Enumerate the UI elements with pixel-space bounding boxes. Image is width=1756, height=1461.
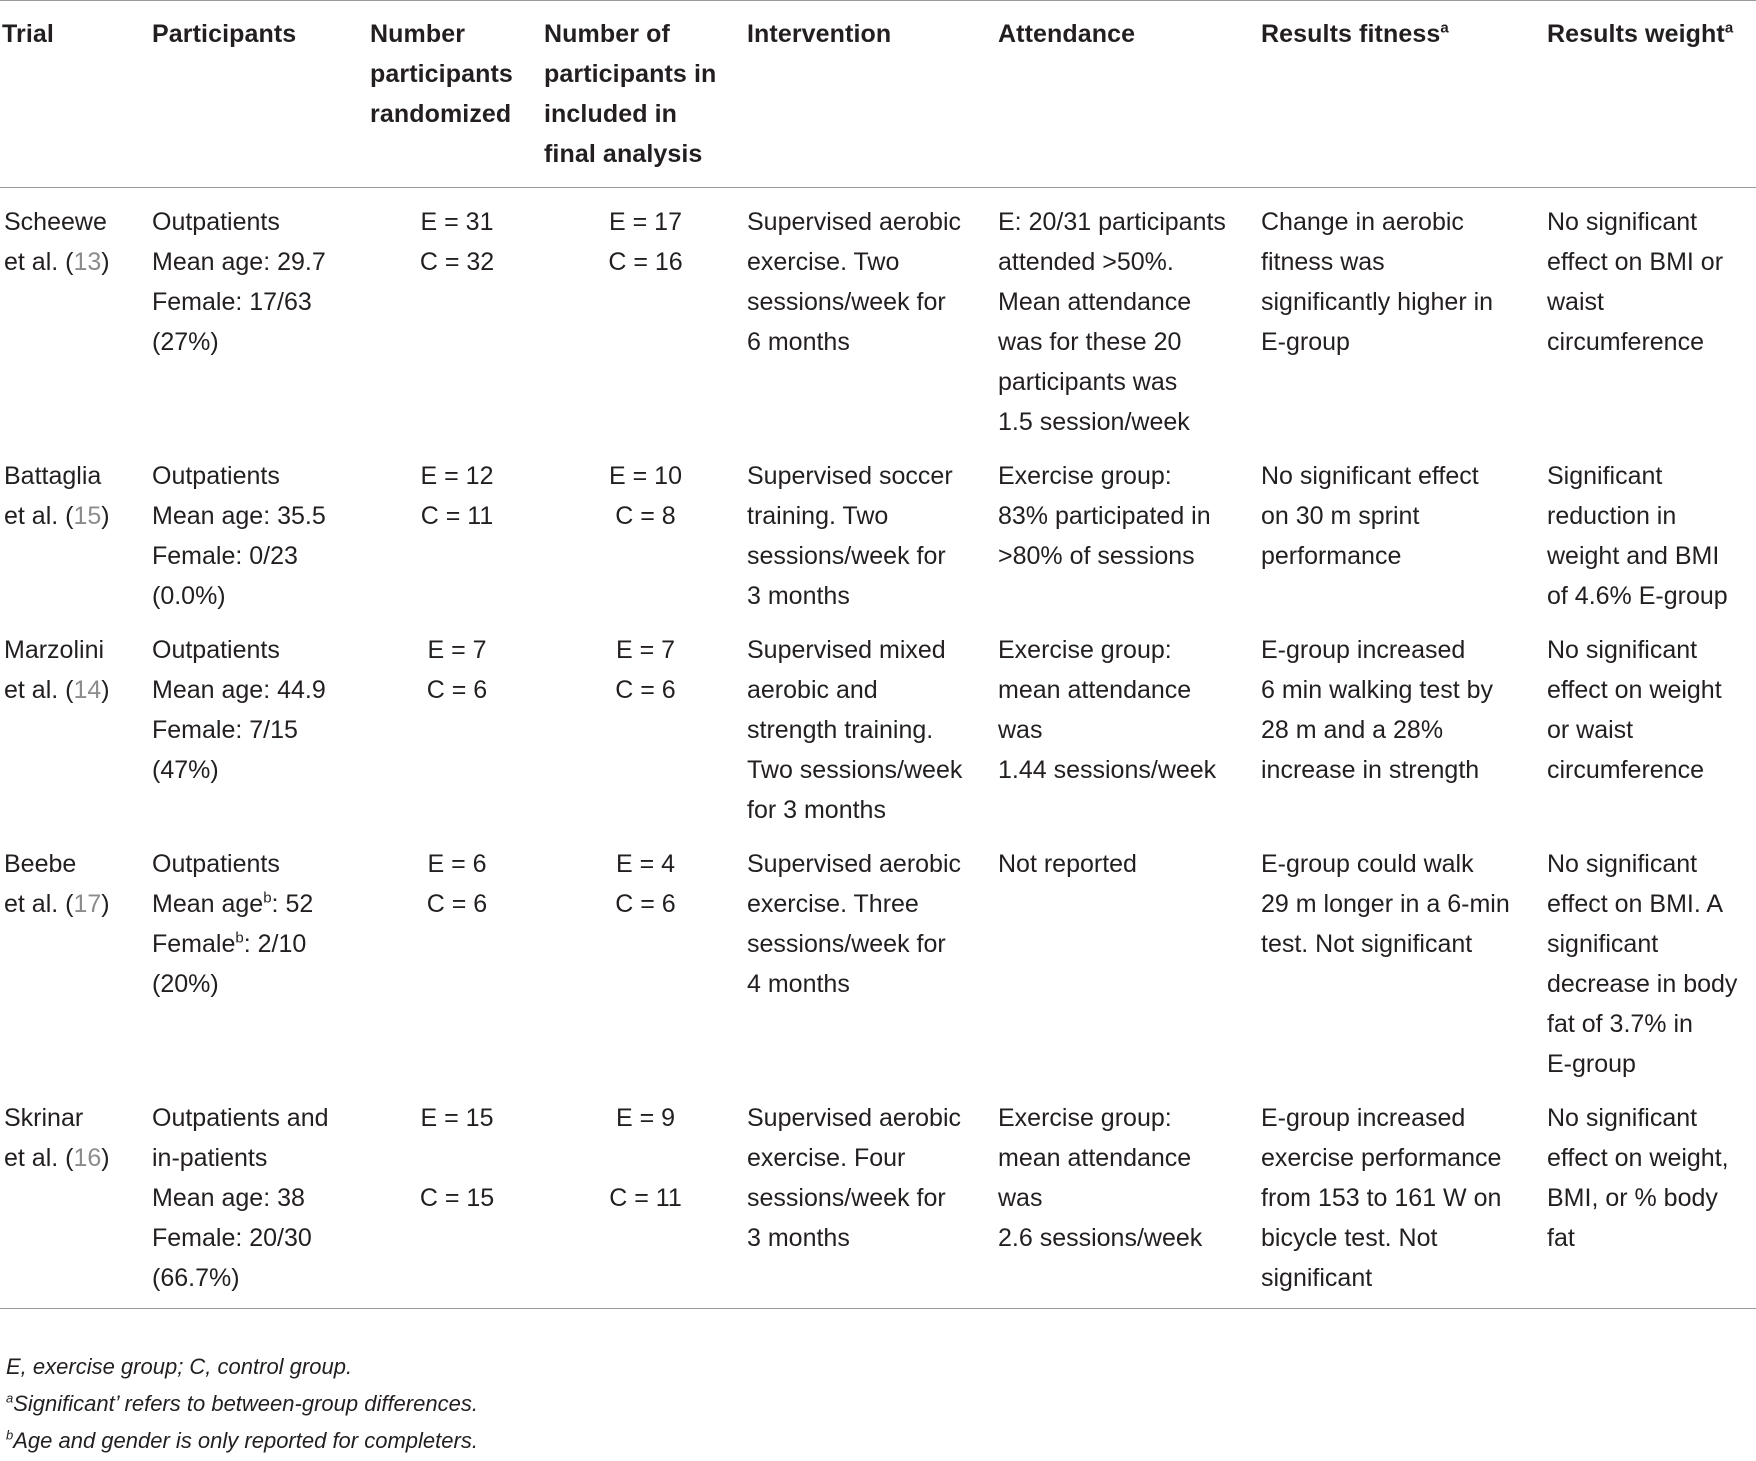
cell-line: C = 32 <box>419 248 495 276</box>
cell-randomized <box>370 616 544 830</box>
header-intervention: Intervention <box>747 20 892 48</box>
cell-line: in-patients <box>152 1144 268 1172</box>
cell-line: Outpatients <box>152 462 280 490</box>
cell-line: (0.0%) <box>152 582 226 610</box>
cell-line: significant <box>1547 930 1659 958</box>
cell-randomized <box>370 188 544 443</box>
cell-line: exercise. Four <box>747 1144 906 1172</box>
reference-link[interactable]: 17 <box>73 890 102 918</box>
cell-line: significant <box>1261 1264 1373 1292</box>
cell-participants <box>152 188 370 443</box>
footnote-abbreviations: E, exercise group; C, control group. <box>6 1354 353 1379</box>
cell-line: (66.7%) <box>152 1264 240 1292</box>
footnote-a-marker: a <box>1440 19 1449 37</box>
cell-participants <box>152 616 370 830</box>
cell-line: training. Two <box>747 502 889 530</box>
cell-line: Female: 7/15 <box>152 716 298 744</box>
cell-line: 1.44 sessions/week <box>998 756 1217 784</box>
cell-line: circumference <box>1547 328 1704 356</box>
cell-final-analysis: E = 9 C = 11 <box>609 1104 682 1212</box>
cell-line: 3 months <box>747 582 850 610</box>
cell-line: E = 17 <box>609 208 682 236</box>
cell-results-fitness <box>1261 188 1547 443</box>
cell-line: 1.5 session/week <box>998 408 1190 436</box>
table-footnotes <box>6 1348 478 1459</box>
table-row-scheewe <box>0 188 1756 443</box>
reference-link[interactable]: 15 <box>73 502 102 530</box>
header-participants: Participants <box>152 20 297 48</box>
cell-line: circumference <box>1547 756 1704 784</box>
cell-line: 2.6 sessions/week <box>998 1224 1203 1252</box>
footnote-b-marker: b <box>263 889 272 907</box>
cell-line: E = 7 <box>427 636 487 664</box>
cell-line: included in <box>544 100 678 128</box>
cell-participants: Outpatients Mean age$^b$: 52 Female$^b$: 2/10 (20%) <box>152 850 314 998</box>
cell-line: Two sessions/week <box>747 756 963 784</box>
cell-line: performance <box>1261 542 1402 570</box>
cell-line: 6 min walking test by <box>1261 676 1494 704</box>
cell-line: Number of <box>544 20 670 48</box>
cell-final-analysis <box>544 616 747 830</box>
cell-line: fitness was <box>1261 248 1385 276</box>
cell-line: aerobic and <box>747 676 878 704</box>
reference-link[interactable]: 13 <box>73 248 102 276</box>
reference-link[interactable]: 16 <box>73 1144 102 1172</box>
cell-line: C = 6 <box>426 676 488 704</box>
cell-line: effect on BMI. A <box>1547 890 1724 918</box>
cell-attendance <box>998 830 1261 1084</box>
cell-line: E = 6 <box>427 850 487 878</box>
cell-line: No significant <box>1547 1104 1698 1132</box>
cell-line: was for these 20 <box>998 328 1182 356</box>
cell-participants <box>152 1084 370 1309</box>
header-attendance: Attendance <box>998 20 1136 48</box>
cell-line: was <box>998 1184 1043 1212</box>
cell-line: E-group increased <box>1261 636 1466 664</box>
cell-line: E-group could walk <box>1261 850 1474 878</box>
table-header-row <box>0 1 1756 188</box>
cell-line: effect on weight <box>1547 676 1722 704</box>
footnote-a-marker: a <box>1724 19 1734 37</box>
cell-line: Supervised aerobic <box>747 1104 962 1132</box>
cell-attendance <box>998 188 1261 443</box>
cell-line: sessions/week for <box>747 930 946 958</box>
cell-line: or waist <box>1547 716 1634 744</box>
cell-line: E = 31 <box>420 208 494 236</box>
cell-results-fitness <box>1261 1084 1547 1309</box>
cell-line: randomized <box>370 100 512 128</box>
cell-line: 28 m and a 28% <box>1261 716 1444 744</box>
cell-line: Mean age: 44.9 <box>152 676 326 704</box>
cell-line: effect on BMI or <box>1547 248 1724 276</box>
cell-attendance <box>998 442 1261 616</box>
cell-line: E = 10 <box>609 462 682 490</box>
cell-line: strength training. <box>747 716 934 744</box>
header-results-fitness: Results fitness$^a$ <box>1261 19 1449 48</box>
cell-line: (27%) <box>152 328 219 356</box>
cell-line: was <box>998 716 1043 744</box>
cell-trial: Marzolini et al. (14) <box>4 636 110 704</box>
cell-line: sessions/week for <box>747 1184 946 1212</box>
cell-line: C = 8 <box>615 502 676 530</box>
footnote-b-marker: b <box>235 929 244 947</box>
cell-line: C = 6 <box>615 676 676 704</box>
cell-line: Change in aerobic <box>1261 208 1464 236</box>
cell-line: Outpatients <box>152 636 280 664</box>
header-trial: Trial <box>2 20 54 48</box>
cell-line: participants <box>370 60 513 88</box>
footnote-b: $^b$Age and gender is only reported for completers. <box>6 1427 478 1453</box>
cell-line: weight and BMI <box>1547 542 1720 570</box>
cell-results-weight <box>1547 1084 1756 1309</box>
cell-line: Number <box>370 20 466 48</box>
cell-final-analysis <box>544 830 747 1084</box>
cell-line: participants was <box>998 368 1178 396</box>
cell-intervention <box>747 616 998 830</box>
cell-attendance <box>998 616 1261 830</box>
cell-line: participants in <box>544 60 717 88</box>
cell-line: mean attendance <box>998 1144 1192 1172</box>
cell-final-analysis <box>544 442 747 616</box>
cell-line: Exercise group: <box>998 636 1172 664</box>
cell-line: C = 6 <box>426 890 488 918</box>
cell-trial: Battaglia et al. (15) <box>4 462 110 530</box>
cell-line: E = 12 <box>420 462 494 490</box>
cell-line: Female: 17/63 <box>152 288 312 316</box>
cell-intervention <box>747 442 998 616</box>
cell-line: Significant <box>1547 462 1663 490</box>
cell-results-weight <box>1547 616 1756 830</box>
cell-line: 83% participated in <box>998 502 1211 530</box>
cell-line: bicycle test. Not <box>1261 1224 1438 1252</box>
cell-line: 6 months <box>747 328 850 356</box>
cell-line: significantly higher in <box>1261 288 1494 316</box>
cell-line: E = 7 <box>615 636 676 664</box>
table-row-marzolini <box>0 616 1756 830</box>
cell-line: Female: 20/30 <box>152 1224 312 1252</box>
cell-line: fat <box>1547 1224 1575 1252</box>
cell-line: Mean age: 35.5 <box>152 502 326 530</box>
cell-line: attended >50%. <box>998 248 1174 276</box>
cell-line: Outpatients and <box>152 1104 329 1132</box>
cell-results-fitness <box>1261 830 1547 1084</box>
cell-line: Exercise group: <box>998 462 1172 490</box>
cell-line: reduction in <box>1547 502 1677 530</box>
cell-line: No significant <box>1547 208 1698 236</box>
cell-line: Mean attendance <box>998 288 1192 316</box>
cell-line: exercise. Two <box>747 248 900 276</box>
reference-link[interactable]: 14 <box>73 676 102 704</box>
header-results-weight: Results weight$^a$ <box>1547 19 1734 48</box>
cell-line: sessions/week for <box>747 288 946 316</box>
cell-line: E: 20/31 participants <box>998 208 1226 236</box>
cell-line: exercise performance <box>1261 1144 1502 1172</box>
cell-line: 4 months <box>747 970 850 998</box>
cell-line: E-group <box>1261 328 1350 356</box>
cell-line: exercise. Three <box>747 890 919 918</box>
cell-line: for 3 months <box>747 796 886 824</box>
table-row-beebe <box>0 830 1756 1084</box>
cell-participants <box>152 442 370 616</box>
cell-line: from 153 to 161 W on <box>1261 1184 1502 1212</box>
cell-line: E-group <box>1547 1050 1636 1078</box>
cell-line: 3 months <box>747 1224 850 1252</box>
header-final-analysis <box>544 1 747 188</box>
cell-line: Supervised aerobic <box>747 850 962 878</box>
cell-intervention <box>747 188 998 443</box>
cell-line: (47%) <box>152 756 219 784</box>
cell-line: Outpatients <box>152 208 280 236</box>
table-row-skrinar <box>0 1084 1756 1309</box>
cell-intervention <box>747 1084 998 1309</box>
cell-trial: Scheewe et al. (13) <box>4 208 110 276</box>
cell-trial: Skrinar et al. (16) <box>4 1104 110 1172</box>
cell-line: C = 6 <box>615 890 676 918</box>
cell-line: decrease in body <box>1547 970 1738 998</box>
cell-final-analysis <box>544 188 747 443</box>
cell-line: No significant <box>1547 850 1698 878</box>
cell-line: E-group increased <box>1261 1104 1466 1132</box>
cell-attendance <box>998 1084 1261 1309</box>
cell-line: C = 11 <box>420 502 494 530</box>
cell-line: Exercise group: <box>998 1104 1172 1132</box>
cell-line: C = 16 <box>608 248 683 276</box>
cell-randomized <box>370 442 544 616</box>
cell-line: mean attendance <box>998 676 1192 704</box>
table-row-battaglia <box>0 442 1756 616</box>
cell-results-fitness <box>1261 616 1547 830</box>
cell-line: Supervised soccer <box>747 462 953 490</box>
cell-randomized: E = 15 C = 15 <box>419 1104 495 1212</box>
cell-line: of 4.6% E-group <box>1547 582 1728 610</box>
cell-line: test. Not significant <box>1261 930 1473 958</box>
cell-results-fitness <box>1261 442 1547 616</box>
cell-results-weight <box>1547 442 1756 616</box>
header-randomized <box>370 1 544 188</box>
cell-line: Mean age: 38 <box>152 1184 305 1212</box>
cell-line: No significant <box>1547 636 1698 664</box>
cell-line: final analysis <box>544 140 703 168</box>
cell-line: waist <box>1547 288 1604 316</box>
cell-line: >80% of sessions <box>998 542 1195 570</box>
cell-line: No significant effect <box>1261 462 1479 490</box>
cell-results-weight <box>1547 188 1756 443</box>
cell-line: sessions/week for <box>747 542 946 570</box>
footnote-a: $^a$Significant’ refers to between-group differences. <box>6 1390 478 1416</box>
cell-line: BMI, or % body <box>1547 1184 1718 1212</box>
cell-line: Not reported <box>998 850 1137 878</box>
cell-results-weight <box>1547 830 1756 1084</box>
cell-trial: Beebe et al. (17) <box>4 850 110 918</box>
cell-line: E = 4 <box>615 850 676 878</box>
cell-line: Female: 0/23 <box>152 542 298 570</box>
cell-line: 29 m longer in a 6-min <box>1261 890 1510 918</box>
cell-line: increase in strength <box>1261 756 1480 784</box>
cell-intervention <box>747 830 998 1084</box>
cell-line: fat of 3.7% in <box>1547 1010 1693 1038</box>
cell-line: on 30 m sprint <box>1261 502 1420 530</box>
cell-randomized <box>370 830 544 1084</box>
cell-line: Supervised aerobic <box>747 208 962 236</box>
cell-line: effect on weight, <box>1547 1144 1729 1172</box>
cell-line: Mean age: 29.7 <box>152 248 326 276</box>
cell-line: Supervised mixed <box>747 636 946 664</box>
